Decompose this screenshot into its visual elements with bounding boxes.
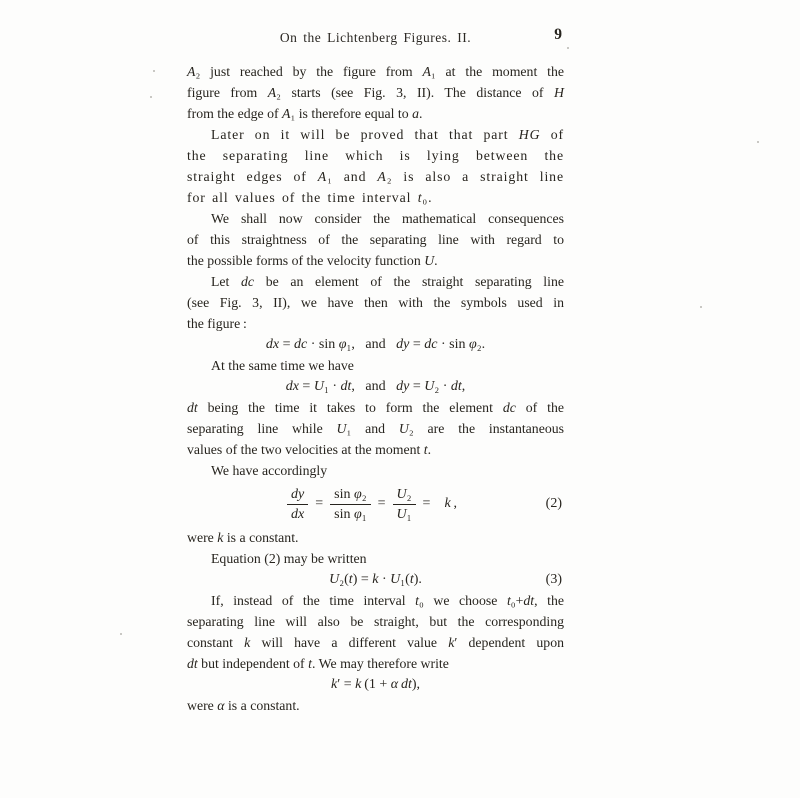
- fraction-denominator: U₁: [393, 504, 416, 524]
- equation-with-fractions: [187, 481, 564, 527]
- fraction: [393, 485, 416, 524]
- fraction-numerator: sin φ₂: [334, 486, 367, 502]
- equation-body: U₂(t) = k · U₁(t).: [329, 572, 422, 587]
- page-number: 9: [554, 26, 562, 43]
- scan-speck: [700, 306, 702, 308]
- fraction-numerator: U₂: [396, 486, 412, 502]
- running-header: [187, 28, 564, 48]
- equation: [187, 674, 564, 695]
- equation-body: k′ = k (1 + α dt),: [330, 677, 420, 692]
- text-line: separating line while U₁ and U₂ are the instantaneous: [187, 421, 564, 436]
- equation-number: (2): [545, 496, 562, 511]
- text-line: Equation (2) may be written: [211, 551, 367, 566]
- text-line: the figure :: [187, 316, 247, 331]
- equation-body: dx = dc · sin φ₁, and dy = dc · sin φ₂.: [265, 337, 486, 352]
- running-header-title: On the Lichtenberg Figures. II.: [279, 30, 472, 45]
- fraction: [287, 485, 308, 524]
- page-body-text: [187, 61, 564, 716]
- fraction-denominator: dx: [287, 504, 308, 524]
- text-line: values of the two velocities at the moment t.: [187, 442, 432, 457]
- text-line: figure from A₂ starts (see Fig. 3, II). The distance of H: [187, 85, 564, 100]
- text-line: from the edge of A₁ is therefore equal to a.: [187, 106, 423, 121]
- text-line: were α is a constant.: [187, 698, 300, 713]
- text-line: the possible forms of the velocity function U.: [187, 253, 438, 268]
- equation-tail: k ,: [444, 496, 457, 511]
- fraction-numerator: dy: [291, 486, 305, 502]
- text-line: of this straightness of the separating line with regard to: [187, 232, 564, 247]
- equation: [187, 569, 564, 590]
- text-line: Let dc be an element of the straight separating line: [211, 274, 564, 289]
- text-line: At the same time we have: [211, 358, 354, 373]
- fraction-denominator: sin φ₁: [330, 504, 370, 524]
- text-line: dt but independent of t. We may therefore write: [187, 656, 449, 671]
- text-line: constant k will have a different value k′ dependent upon: [187, 635, 564, 650]
- equation-body: dx = U₁ · dt, and dy = U₂ · dt,: [285, 379, 466, 394]
- equation: [187, 376, 564, 397]
- text-line: If, instead of the time interval t₀ we choose t₀+dt, the: [211, 593, 564, 608]
- scan-speck: [757, 141, 759, 143]
- text-line: A₂ just reached by the figure from A₁ at the moment the: [187, 64, 564, 79]
- equals-sign: =: [315, 496, 324, 511]
- page-content: [187, 28, 564, 716]
- equation-number: (3): [545, 572, 562, 587]
- scan-speck: [153, 70, 155, 72]
- text-line: (see Fig. 3, II), we have then with the symbols used in: [187, 295, 564, 310]
- text-line: for all values of the time interval t₀.: [187, 190, 433, 205]
- text-line: the separating line which is lying between the: [187, 148, 564, 163]
- text-line: separating line will also be straight, but the corresponding: [187, 614, 564, 629]
- scan-speck: [120, 633, 122, 635]
- text-line: We have accordingly: [211, 463, 328, 478]
- fraction: [330, 485, 370, 524]
- text-line: Later on it will be proved that that part HG of: [211, 127, 564, 142]
- equation-body: [287, 485, 464, 524]
- equals-sign: =: [377, 496, 386, 511]
- text-line: straight edges of A₁ and A₂ is also a straight line: [187, 169, 565, 184]
- text-line: We shall now consider the mathematical consequences: [211, 211, 564, 226]
- text-line: were k is a constant.: [187, 530, 299, 545]
- scan-speck: [567, 47, 569, 49]
- scan-speck: [150, 96, 152, 98]
- equation: [187, 334, 564, 355]
- text-line: dt being the time it takes to form the element dc of the: [187, 400, 564, 415]
- equals-sign: =: [422, 496, 431, 511]
